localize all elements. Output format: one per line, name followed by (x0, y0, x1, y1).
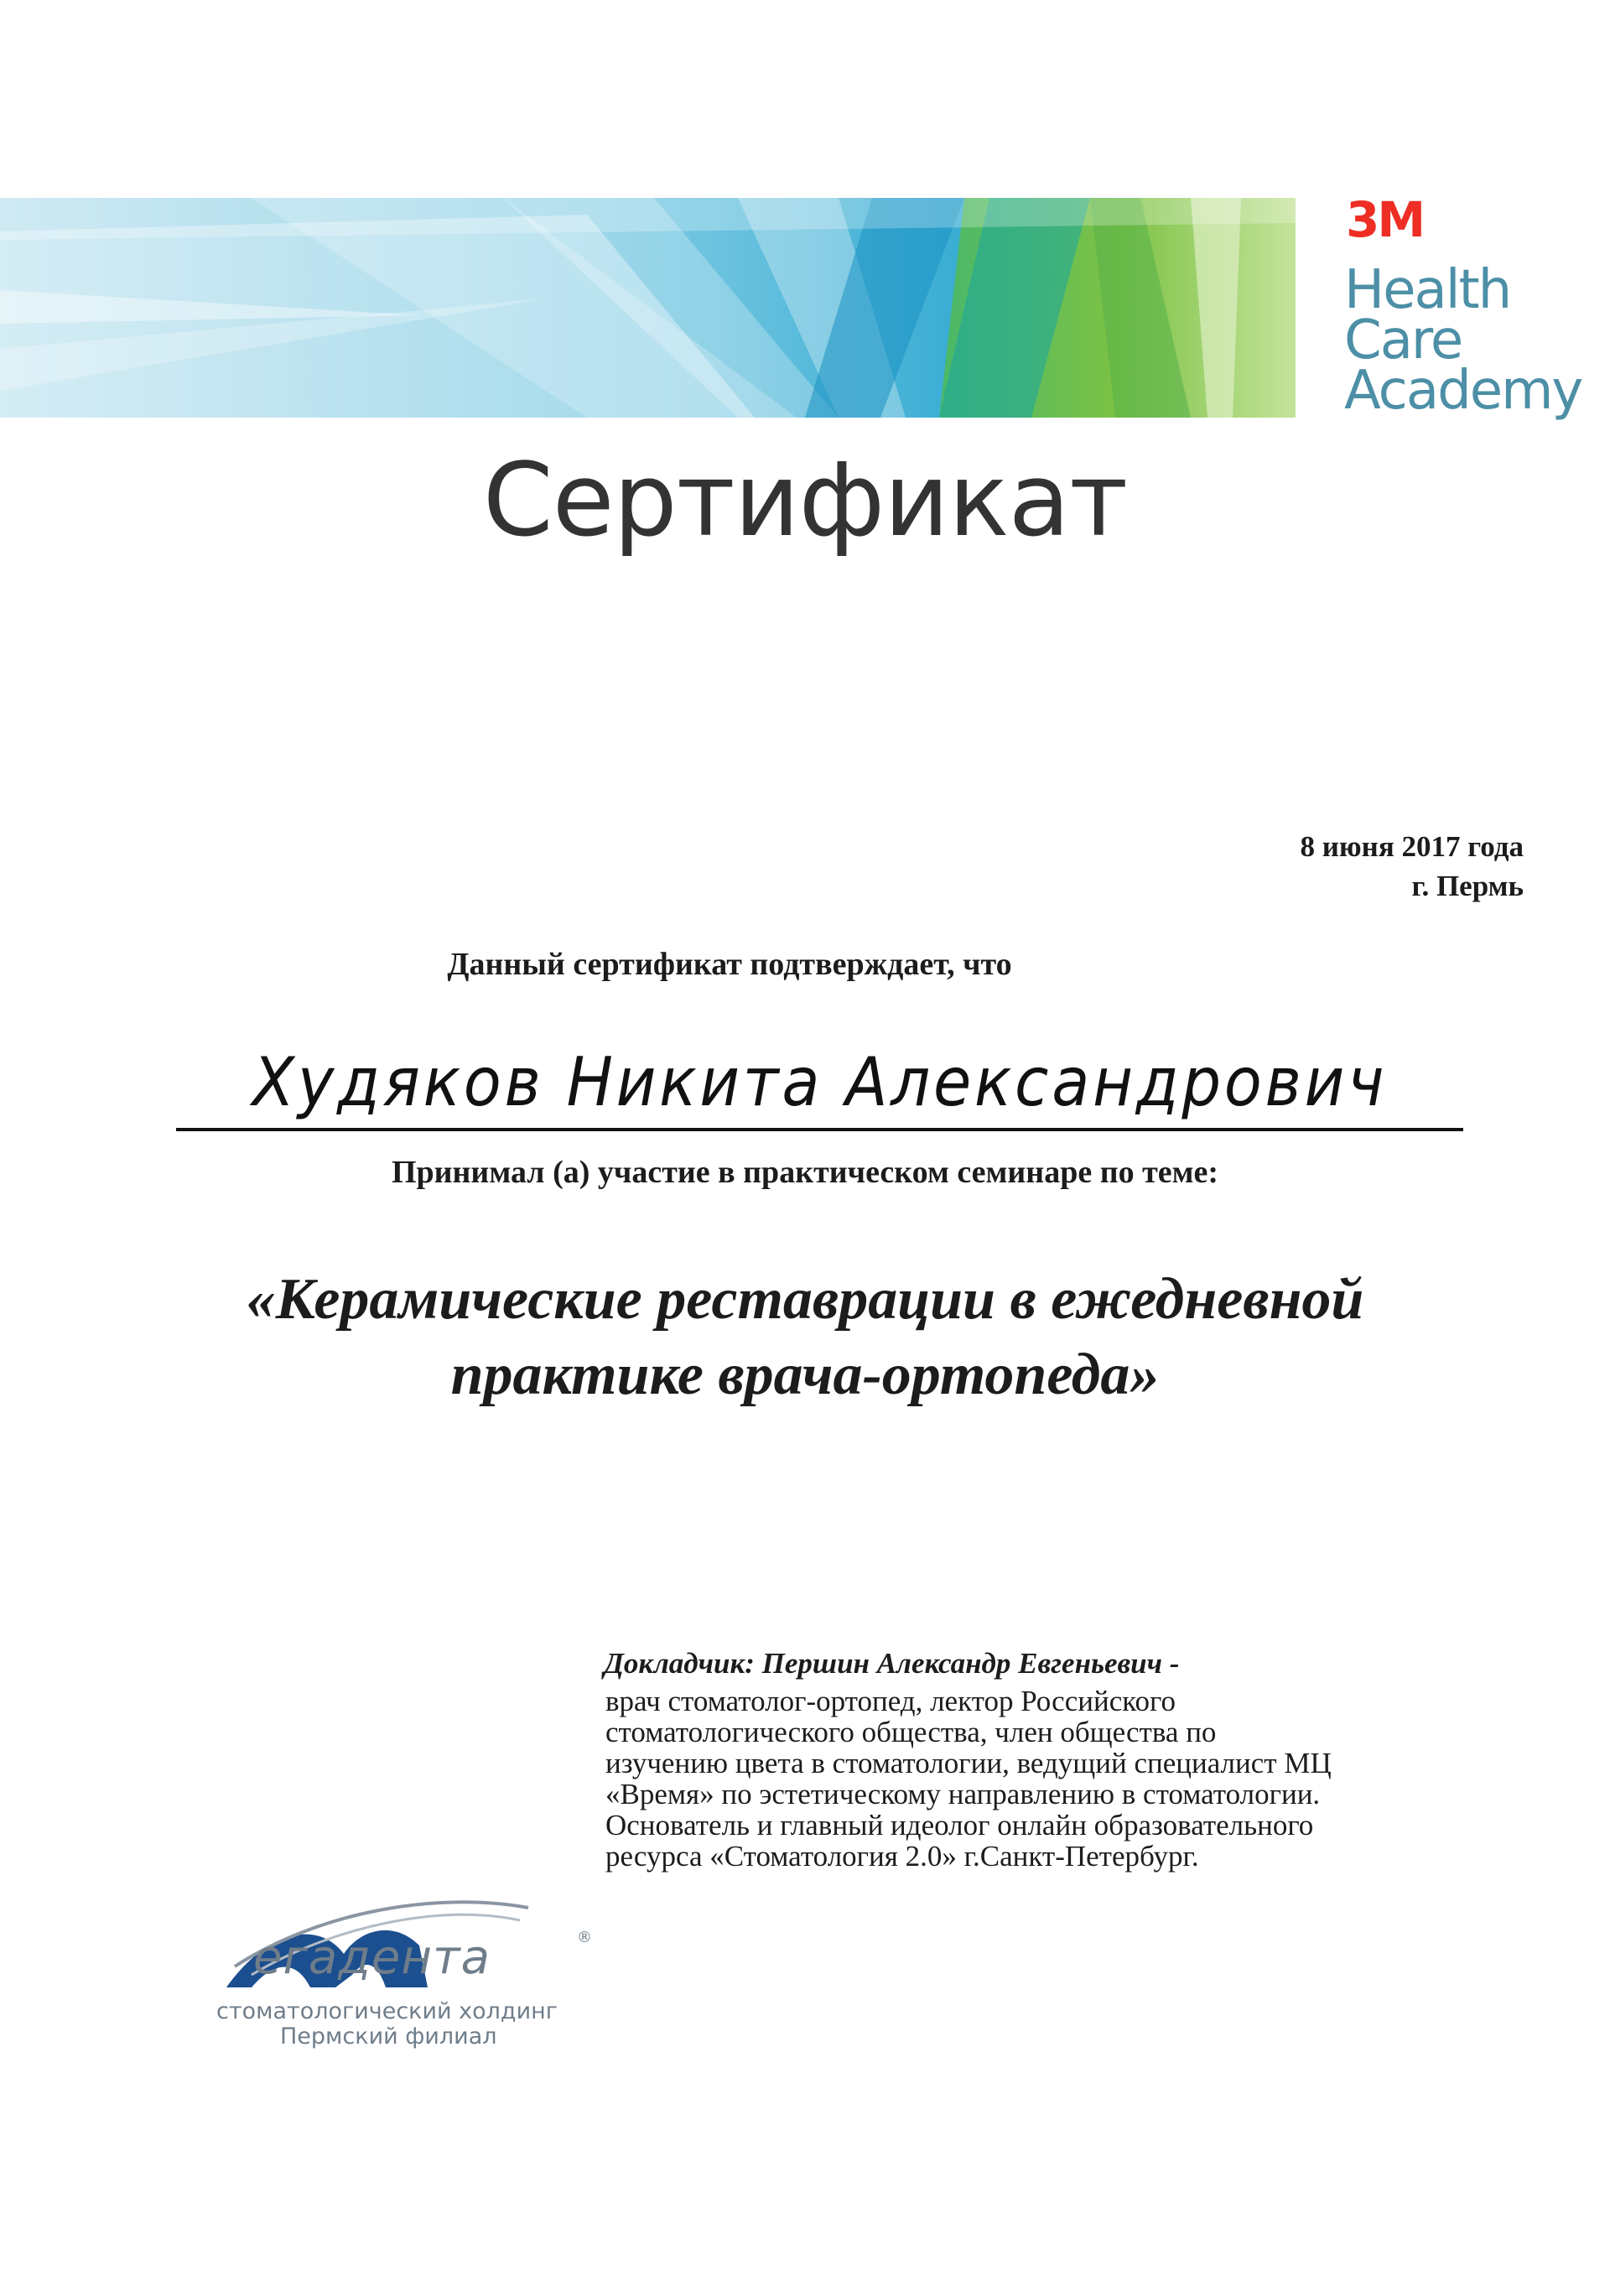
megadenta-name: егадента (253, 1930, 491, 1985)
decorative-banner (0, 198, 1296, 418)
recipient-name: Худяков Никита Александрович (252, 1043, 1388, 1121)
confirm-text: Данный сертификат подтверждает, что (447, 947, 1012, 982)
speaker-bio-line: изучению цвета в стоматологии, ведущий специалист МЦ (605, 1747, 1332, 1779)
name-underline (176, 1128, 1463, 1131)
issue-city: г. Пермь (1411, 870, 1524, 902)
3m-logo (1346, 195, 1430, 245)
3m-logo-text: 3M (1346, 195, 1424, 245)
academy-line-2: Care (1344, 309, 1462, 371)
academy-line-3: Academy (1344, 360, 1582, 422)
speaker-bio-line: врач стоматолог-ортопед, лектор Российского (605, 1685, 1176, 1717)
speaker-bio-line: Основатель и главный идеолог онлайн образовательного (605, 1809, 1314, 1841)
speaker-name: Докладчик: Першин Александр Евгеньевич - (604, 1647, 1180, 1680)
speaker-bio-line: «Время» по эстетическому направлению в стоматологии. (605, 1778, 1321, 1810)
topic-line-2: практике врача-ортопеда» (450, 1343, 1160, 1407)
megadenta-subtitle: стоматологический холдинг (216, 1998, 558, 2024)
certificate-title: Сертификат (482, 443, 1128, 559)
speaker-bio-line: стоматологического общества, член общества по (605, 1716, 1217, 1748)
speaker-bio-line: ресурса «Стоматология 2.0» г.Санкт-Петербург. (605, 1840, 1199, 1873)
issue-date: 8 июня 2017 года (1300, 830, 1524, 863)
participation-text: Принимал (а) участие в практическом семинаре по теме: (391, 1155, 1219, 1190)
megadenta-branch: Пермский филиал (280, 2023, 497, 2049)
registered-mark: ® (577, 1929, 592, 1946)
topic-line-1: «Керамические реставрации в ежедневной (246, 1267, 1364, 1332)
academy-line-1: Health (1344, 259, 1511, 321)
